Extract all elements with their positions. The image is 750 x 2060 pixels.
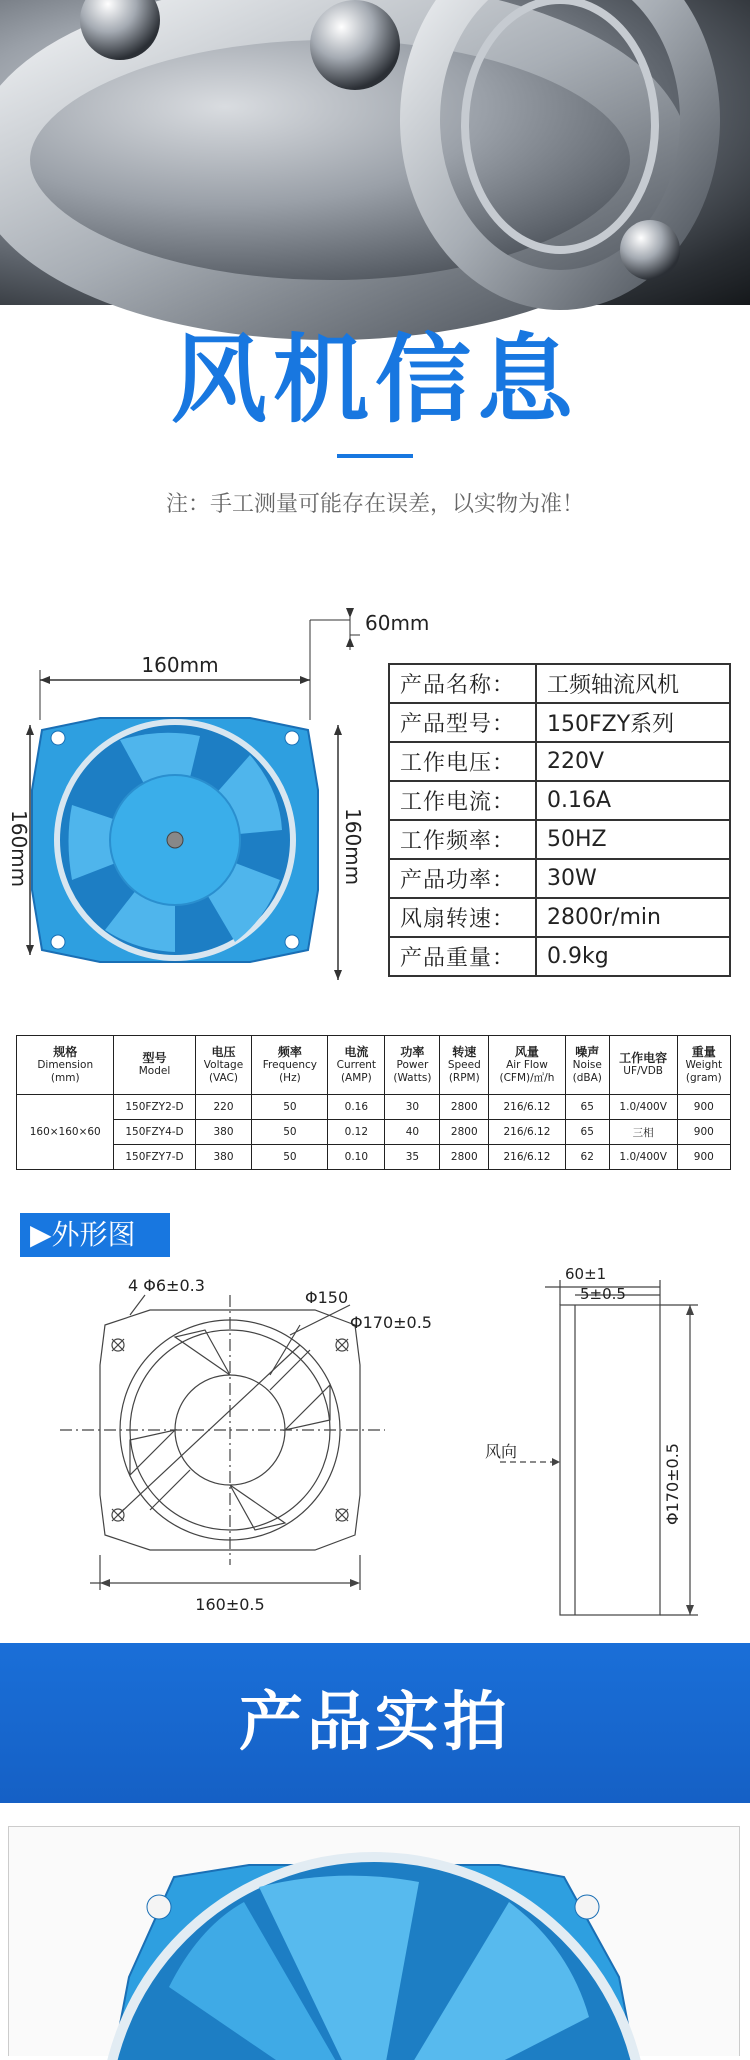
table-cell: 216/6.12 bbox=[489, 1120, 566, 1145]
header-en2: (Watts) bbox=[393, 1071, 432, 1084]
dimension-drawing bbox=[0, 590, 430, 990]
airflow-label: 风向 bbox=[485, 1442, 518, 1461]
table-cell: 220 bbox=[195, 1095, 252, 1120]
bearing-illustration bbox=[0, 0, 750, 305]
spec-key: 风扇转速： bbox=[389, 898, 536, 937]
spec-value: 0.9kg bbox=[536, 937, 730, 976]
model-table-header bbox=[677, 1036, 730, 1095]
model-table-header bbox=[609, 1036, 677, 1095]
table-cell: 216/6.12 bbox=[489, 1145, 566, 1170]
table-cell: 0.10 bbox=[328, 1145, 385, 1170]
table-cell: 900 bbox=[677, 1095, 730, 1120]
header-en2: (mm) bbox=[50, 1071, 80, 1084]
model-table-header bbox=[440, 1036, 489, 1095]
spec-row bbox=[389, 742, 730, 781]
header-en2: (CFM)/㎥/h bbox=[499, 1071, 555, 1084]
header-en2: (gram) bbox=[685, 1071, 722, 1084]
dimension-cell: 160×160×60 bbox=[17, 1095, 114, 1170]
table-cell: 65 bbox=[565, 1120, 609, 1145]
header-zh: 转速 bbox=[452, 1044, 477, 1059]
product-photo bbox=[8, 1826, 740, 2056]
model-table-header bbox=[565, 1036, 609, 1095]
outline-tag: ▶外形图 bbox=[20, 1213, 170, 1257]
table-row bbox=[17, 1095, 731, 1120]
table-cell: 0.12 bbox=[328, 1120, 385, 1145]
table-cell: 62 bbox=[565, 1145, 609, 1170]
header-en1: Power bbox=[396, 1058, 429, 1071]
table-cell: 40 bbox=[385, 1120, 440, 1145]
table-cell: 0.16 bbox=[328, 1095, 385, 1120]
table-cell: 2800 bbox=[440, 1145, 489, 1170]
outline-drawing bbox=[0, 1265, 750, 1620]
table-cell: 1.0/400V bbox=[609, 1145, 677, 1170]
spec-key: 产品名称： bbox=[389, 664, 536, 703]
header-en1: Model bbox=[138, 1065, 171, 1077]
width-label: 160mm bbox=[141, 653, 219, 677]
table-cell: 50 bbox=[252, 1120, 328, 1145]
steel-ball bbox=[620, 220, 680, 280]
header-en2: (RPM) bbox=[448, 1071, 480, 1084]
outline-depth-label: 60±1 bbox=[565, 1265, 607, 1283]
height-label-right: 160mm bbox=[341, 808, 365, 886]
header-en1: Air Flow bbox=[506, 1058, 548, 1071]
model-table-header bbox=[328, 1036, 385, 1095]
spec-key: 工作电压： bbox=[389, 742, 536, 781]
table-cell: 50 bbox=[252, 1095, 328, 1120]
model-table-header bbox=[385, 1036, 440, 1095]
steel-ball bbox=[310, 0, 400, 90]
outline-depth-inner-label: 5±0.5 bbox=[580, 1285, 626, 1303]
spec-row bbox=[389, 859, 730, 898]
table-cell: 2800 bbox=[440, 1120, 489, 1145]
table-cell: 35 bbox=[385, 1145, 440, 1170]
height-label-left: 160mm bbox=[7, 810, 31, 888]
spec-row bbox=[389, 937, 730, 976]
table-cell: 65 bbox=[565, 1095, 609, 1120]
header-en1: Frequency bbox=[262, 1058, 318, 1071]
model-table bbox=[16, 1035, 731, 1170]
table-cell: 1.0/400V bbox=[609, 1095, 677, 1120]
header-zh: 规格 bbox=[53, 1044, 78, 1059]
header-en2: (VAC) bbox=[208, 1071, 238, 1084]
spec-key: 产品型号： bbox=[389, 703, 536, 742]
spec-value: 工频轴流风机 bbox=[536, 664, 730, 703]
spec-row bbox=[389, 703, 730, 742]
table-cell: 150FZY7-D bbox=[114, 1145, 195, 1170]
header-en2: (AMP) bbox=[340, 1071, 372, 1084]
spec-value: 150FZY系列 bbox=[536, 703, 730, 742]
header-en1: Dimension bbox=[37, 1058, 94, 1071]
table-cell: 50 bbox=[252, 1145, 328, 1170]
measurement-note: 注：手工测量可能存在误差，以实物为准！ bbox=[165, 492, 584, 517]
header-zh: 重量 bbox=[691, 1044, 716, 1059]
spec-key: 产品重量： bbox=[389, 937, 536, 976]
table-cell: 900 bbox=[677, 1145, 730, 1170]
header-zh: 噪声 bbox=[575, 1044, 600, 1059]
table-cell: 150FZY4-D bbox=[114, 1120, 195, 1145]
photo-section-banner: 产品实拍 bbox=[0, 1643, 750, 1803]
header-en1: Voltage bbox=[203, 1058, 244, 1071]
table-cell: 2800 bbox=[440, 1095, 489, 1120]
section-title: 风机信息 bbox=[171, 324, 579, 436]
hero-image bbox=[0, 0, 750, 305]
header-en2: (dBA) bbox=[572, 1071, 602, 1084]
spec-row bbox=[389, 898, 730, 937]
spec-key: 产品功率： bbox=[389, 859, 536, 898]
spec-value: 30W bbox=[536, 859, 730, 898]
side-height-label: Φ170±0.5 bbox=[663, 1443, 682, 1525]
table-row bbox=[17, 1145, 731, 1170]
outline-width-label: 160±0.5 bbox=[195, 1595, 265, 1614]
table-cell: 900 bbox=[677, 1120, 730, 1145]
header-zh: 电流 bbox=[344, 1044, 369, 1059]
header-zh: 电压 bbox=[211, 1044, 236, 1059]
header-en1: Noise bbox=[572, 1058, 602, 1071]
spec-row bbox=[389, 781, 730, 820]
header-zh: 功率 bbox=[400, 1044, 425, 1059]
table-cell: 三相 bbox=[609, 1120, 677, 1145]
spec-value: 50HZ bbox=[536, 820, 730, 859]
table-cell: 30 bbox=[385, 1095, 440, 1120]
diameter-170-label: Φ170±0.5 bbox=[350, 1313, 432, 1332]
header-zh: 频率 bbox=[277, 1044, 302, 1059]
table-cell: 150FZY2-D bbox=[114, 1095, 195, 1120]
model-table-header bbox=[489, 1036, 566, 1095]
header-en1: Speed bbox=[447, 1058, 481, 1071]
title-underline bbox=[337, 454, 413, 458]
depth-label: 60mm bbox=[365, 611, 430, 635]
spec-row bbox=[389, 664, 730, 703]
model-table-header bbox=[17, 1036, 114, 1095]
model-table-header bbox=[252, 1036, 328, 1095]
spec-key: 工作频率： bbox=[389, 820, 536, 859]
table-row bbox=[17, 1120, 731, 1145]
header-zh: 型号 bbox=[142, 1051, 167, 1065]
spec-table bbox=[388, 663, 731, 977]
table-cell: 380 bbox=[195, 1120, 252, 1145]
fan-front-view bbox=[32, 718, 318, 962]
header-en1: UF/VDB bbox=[623, 1065, 664, 1077]
model-table-header bbox=[195, 1036, 252, 1095]
spec-value: 220V bbox=[536, 742, 730, 781]
fan-photo-illustration bbox=[9, 1827, 739, 2056]
spec-key: 工作电流： bbox=[389, 781, 536, 820]
header-en2: (Hz) bbox=[279, 1071, 301, 1084]
spec-value: 0.16A bbox=[536, 781, 730, 820]
header-en1: Current bbox=[336, 1058, 377, 1071]
table-cell: 216/6.12 bbox=[489, 1095, 566, 1120]
model-table-header bbox=[114, 1036, 195, 1095]
header-zh: 工作电容 bbox=[619, 1051, 668, 1065]
holes-label: 4 Φ6±0.3 bbox=[128, 1276, 205, 1295]
table-cell: 380 bbox=[195, 1145, 252, 1170]
diameter-150-label: Φ150 bbox=[305, 1288, 349, 1307]
header-en1: Weight bbox=[685, 1058, 723, 1071]
spec-value: 2800r/min bbox=[536, 898, 730, 937]
spec-row bbox=[389, 820, 730, 859]
header-zh: 风量 bbox=[514, 1044, 539, 1059]
